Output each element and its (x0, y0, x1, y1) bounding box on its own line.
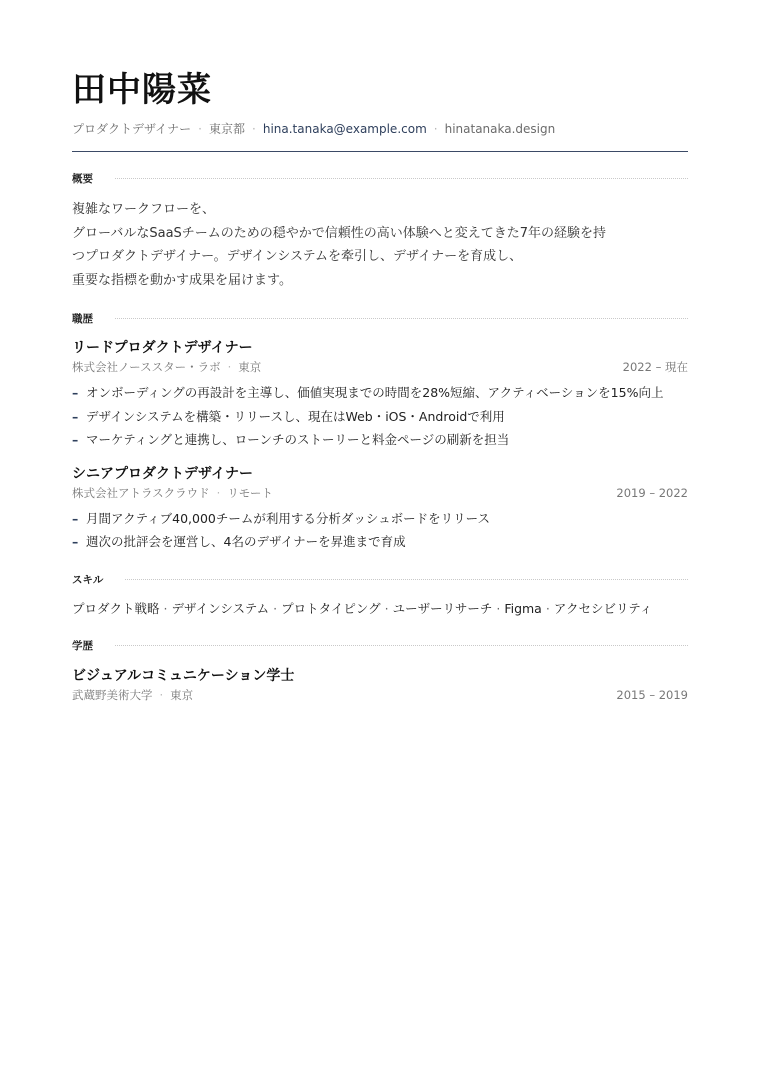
job-bullets (72, 507, 688, 554)
bullet-text: デザインシステムを構築・リリースし、現在はWeb・iOS・Androidで利用 (86, 408, 505, 424)
separator: · (227, 360, 232, 374)
job-location: リモート (227, 485, 273, 500)
bullet-text: マーケティングと連携し、ローンチのストーリーと料金ページの刷新を担当 (86, 432, 510, 447)
section-divider (115, 645, 688, 646)
section-divider (115, 178, 688, 179)
separator: · (198, 121, 202, 136)
section-label: スキル (72, 574, 104, 586)
candidate-name: 田中陽菜 (72, 70, 212, 110)
separator: · (273, 600, 278, 616)
skill-item: プロトタイピング (281, 600, 381, 616)
job-entry (72, 338, 688, 452)
section-label: 概要 (72, 172, 93, 185)
bullet-text: オンボーディングの再設計を主導し、価値実現までの時間を28%短縮、アクティベーションを15%向上 (86, 385, 664, 400)
dash-icon: – (72, 534, 79, 549)
job-location: 東京 (238, 360, 262, 374)
skill-item: アクセシビリティ (553, 600, 653, 616)
separator: · (159, 687, 164, 702)
dash-icon: – (72, 385, 79, 400)
job-title: リードプロダクトデザイナー (72, 340, 253, 356)
separator: · (163, 600, 168, 616)
separator: · (545, 600, 550, 616)
section-skills-heading (72, 572, 688, 588)
summary-line: 複雑なワークフローを、 (72, 202, 216, 217)
section-education-heading (72, 638, 688, 654)
school-location: 東京 (170, 687, 194, 702)
section-divider (125, 579, 688, 580)
list-item (72, 381, 688, 405)
summary-line: つプロダクトデザイナー。デザインシステムを牽引し、デザイナーを育成し、 (72, 249, 523, 264)
summary-line: グローバルなSaaSチームのための穏やかで信頼性の高い体験へと変えてきた7年の経験を持 (72, 225, 607, 241)
contact-line (72, 120, 688, 137)
dash-icon: – (72, 510, 79, 526)
list-item (72, 507, 688, 531)
section-divider (115, 318, 688, 319)
job-title: シニアプロダクトデザイナー (72, 465, 254, 482)
school-name: 武蔵野美術大学 (72, 687, 153, 702)
header-divider (72, 151, 688, 152)
skill-item: ユーザーリサーチ (392, 600, 493, 616)
job-dates: 2022 – 現在 (622, 360, 688, 374)
job-meta (72, 359, 688, 375)
job-bullets (72, 381, 688, 452)
skill-item: プロダクト戦略 (72, 600, 160, 616)
section-experience-heading (72, 310, 688, 326)
bullet-text: 週次の批評会を運営し、4名のデザイナーを昇進まで育成 (86, 534, 406, 549)
job-meta (72, 485, 688, 501)
dash-icon: – (72, 432, 79, 447)
section-label: 学歴 (72, 640, 93, 652)
list-item (72, 405, 688, 429)
dash-icon: – (72, 408, 79, 424)
job-dates: 2019 – 2022 (616, 485, 688, 500)
education-meta (72, 687, 688, 703)
email-link[interactable]: hina.tanaka@example.com (262, 121, 427, 136)
job-entry (72, 464, 688, 554)
skills-list (72, 598, 688, 620)
company-name: 株式会社ノーススター・ラボ (72, 360, 221, 374)
education-entry (72, 666, 688, 703)
separator: · (216, 485, 221, 500)
summary-line: 重要な指標を動かす成果を届けます。 (72, 272, 292, 288)
section-summary-heading (72, 170, 688, 186)
skill-item: デザインシステム (171, 600, 270, 616)
company-name: 株式会社アトラスクラウド (72, 485, 210, 500)
separator: · (384, 600, 389, 616)
section-label: 職歴 (72, 312, 93, 325)
separator: · (433, 121, 438, 136)
degree-title: ビジュアルコミュニケーション学士 (72, 667, 295, 684)
list-item (72, 530, 688, 554)
separator: · (252, 121, 256, 136)
list-item (72, 428, 688, 452)
summary-text (72, 198, 688, 292)
job-role: プロダクトデザイナー (72, 122, 192, 136)
education-dates: 2015 – 2019 (616, 687, 688, 702)
location: 東京都 (209, 122, 246, 136)
skill-item: Figma (504, 600, 542, 616)
website-link[interactable]: hinatanaka.design (444, 121, 556, 136)
bullet-text: 月間アクティブ40,000チームが利用する分析ダッシュボードをリリース (86, 510, 490, 526)
separator: · (496, 600, 501, 616)
